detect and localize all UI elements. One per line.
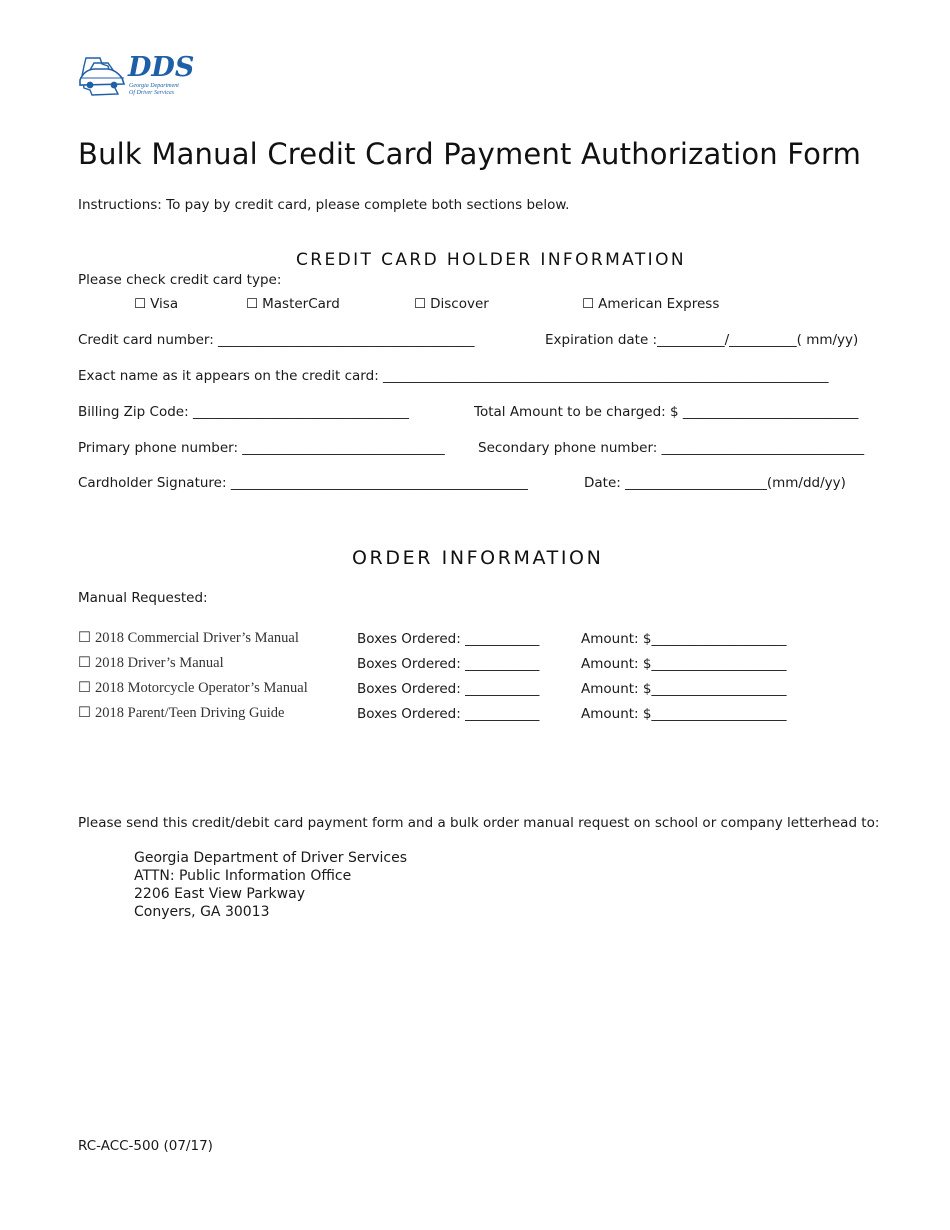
order-item-name: 2018 Parent/Teen Driving Guide: [95, 705, 285, 721]
instructions-text: Instructions: To pay by credit card, please complete both sections below.: [78, 197, 570, 213]
order-item-checkbox[interactable]: [78, 630, 299, 647]
discover-checkbox[interactable]: [414, 296, 489, 312]
page-title: Bulk Manual Credit Card Payment Authorization Form: [78, 137, 862, 171]
address-line: ATTN: Public Information Office: [134, 868, 352, 884]
card-number-field[interactable]: Credit card number: ______________________________________: [78, 332, 475, 348]
boxes-ordered-field[interactable]: Boxes Ordered: ___________: [357, 631, 540, 647]
checkbox-icon: ☐: [414, 296, 427, 312]
manual-requested-label: Manual Requested:: [78, 590, 208, 606]
form-code: RC-ACC-500 (07/17): [78, 1138, 213, 1154]
logo-subtitle: Georgia Department Of Driver Services: [129, 83, 179, 96]
exact-name-field[interactable]: Exact name as it appears on the credit card: __________________________________________________________________: [78, 368, 829, 384]
order-item-checkbox[interactable]: [78, 655, 224, 672]
amount-field[interactable]: Amount: $____________________: [581, 706, 787, 722]
primary-phone-field[interactable]: Primary phone number: ______________________________: [78, 440, 445, 456]
checkbox-icon: ☐: [134, 296, 147, 312]
address-line: Georgia Department of Driver Services: [134, 850, 408, 866]
expiration-date-field[interactable]: Expiration date :__________/__________( mm/yy): [545, 332, 859, 348]
cardholder-section-heading: CREDIT CARD HOLDER INFORMATION: [296, 250, 686, 270]
boxes-ordered-field[interactable]: Boxes Ordered: ___________: [357, 706, 540, 722]
billing-zip-field[interactable]: Billing Zip Code: ________________________________: [78, 404, 409, 420]
checkbox-icon: ☐: [582, 296, 595, 312]
signature-field[interactable]: Cardholder Signature: ____________________________________________: [78, 475, 528, 491]
order-section-heading: ORDER INFORMATION: [352, 547, 604, 569]
signature-date-field[interactable]: Date: _____________________(mm/dd/yy): [584, 475, 846, 491]
order-item-checkbox[interactable]: [78, 705, 284, 722]
address-line: 2206 East View Parkway: [134, 886, 305, 902]
amount-field[interactable]: Amount: $____________________: [581, 631, 787, 647]
send-instructions-text: Please send this credit/debit card payment form and a bulk order manual request on school or company letterhead to:: [78, 815, 880, 831]
checkbox-icon: ☐: [78, 655, 91, 671]
amount-field[interactable]: Amount: $____________________: [581, 681, 787, 697]
checkbox-icon: ☐: [78, 630, 91, 646]
dds-logo: [78, 52, 198, 102]
american-express-checkbox[interactable]: [582, 296, 719, 312]
georgia-car-logo-icon: [78, 54, 128, 100]
order-item-name: 2018 Driver’s Manual: [95, 655, 224, 671]
logo-brand: DDS: [128, 52, 195, 83]
secondary-phone-field[interactable]: Secondary phone number: ______________________________: [478, 440, 865, 456]
total-amount-field[interactable]: Total Amount to be charged: $ __________________________: [474, 404, 859, 420]
boxes-ordered-field[interactable]: Boxes Ordered: ___________: [357, 681, 540, 697]
checkbox-icon: ☐: [78, 705, 91, 721]
discover-label: Discover: [430, 296, 489, 312]
amount-field[interactable]: Amount: $____________________: [581, 656, 787, 672]
checkbox-icon: ☐: [78, 680, 91, 696]
card-type-label: Please check credit card type:: [78, 272, 282, 288]
boxes-ordered-field[interactable]: Boxes Ordered: ___________: [357, 656, 540, 672]
visa-checkbox[interactable]: [134, 296, 178, 312]
mastercard-checkbox[interactable]: [246, 296, 340, 312]
visa-label: Visa: [150, 296, 179, 312]
mastercard-label: MasterCard: [262, 296, 340, 312]
order-item-checkbox[interactable]: [78, 680, 308, 697]
order-item-name: 2018 Motorcycle Operator’s Manual: [95, 680, 308, 696]
order-item-name: 2018 Commercial Driver’s Manual: [95, 630, 299, 646]
mailing-address: [134, 849, 407, 921]
checkbox-icon: ☐: [246, 296, 259, 312]
american-express-label: American Express: [598, 296, 720, 312]
address-line: Conyers, GA 30013: [134, 904, 270, 920]
